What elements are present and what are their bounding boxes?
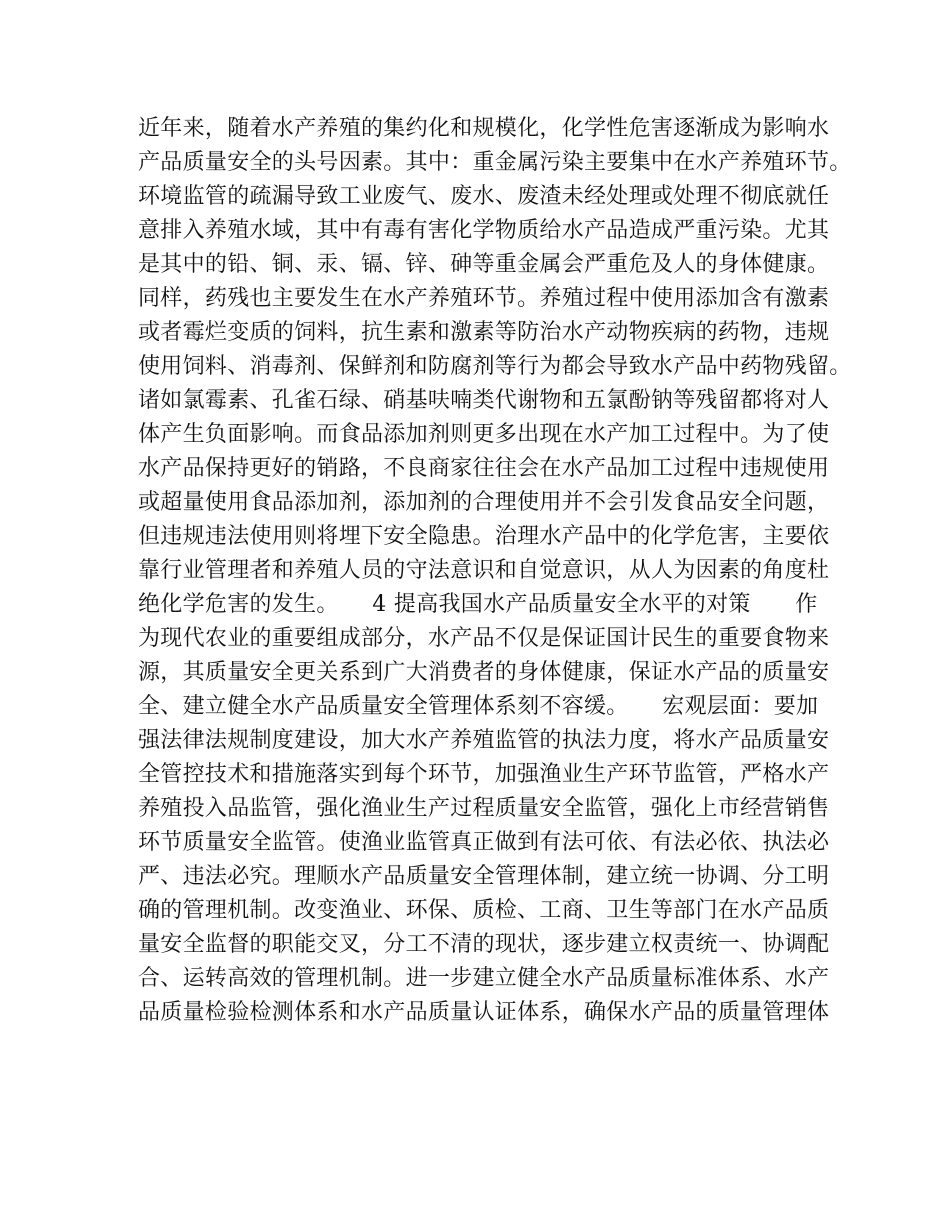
text-line: 环境监管的疏漏导致工业废气、废水、废渣未经处理或处理不彻底就任 xyxy=(138,184,830,209)
text-line: 全管控技术和措施落实到每个环节，加强渔业生产环节监管，严格水产 xyxy=(138,762,830,787)
text-line: 合、运转高效的管理机制。进一步建立健全水产品质量标准体系、水产 xyxy=(138,966,830,991)
text-line: 全、建立健全水产品质量安全管理体系刻不容缓。 宏观层面：要加 xyxy=(138,694,819,719)
text-line: 养殖投入品监管，强化渔业生产过程质量安全监管，强化上市经营销售 xyxy=(138,796,830,821)
text-line: 产品质量安全的头号因素。其中：重金属污染主要集中在水产养殖环节。 xyxy=(138,150,852,175)
text-line: 确的管理机制。改变渔业、环保、质检、工商、卫生等部门在水产品质 xyxy=(138,898,830,923)
text-line: 体产生负面影响。而食品添加剂则更多出现在水产加工过程中。为了使 xyxy=(138,422,830,447)
text-line: 或超量使用食品添加剂，添加剂的合理使用并不会引发食品安全问题， xyxy=(138,490,830,515)
text-line: 诸如氯霉素、孔雀石绿、硝基呋喃类代谢物和五氯酚钠等残留都将对人 xyxy=(138,388,830,413)
text-line: 近年来，随着水产养殖的集约化和规模化，化学性危害逐渐成为影响水 xyxy=(138,116,830,141)
text-line: 或者霉烂变质的饲料，抗生素和激素等防治水产动物疾病的药物，违规 xyxy=(138,320,830,345)
text-line: 品质量检验检测体系和水产品质量认证体系，确保水产品的质量管理体 xyxy=(138,1000,830,1025)
text-line: 同样，药残也主要发生在水产养殖环节。养殖过程中使用添加含有激素 xyxy=(138,286,830,311)
text-line: 为现代农业的重要组成部分，水产品不仅是保证国计民生的重要食物来 xyxy=(138,626,830,651)
text-line: 绝化学危害的发生。 4 提高我国水产品质量安全水平的对策 作 xyxy=(138,592,818,617)
text-line: 环节质量安全监管。使渔业监管真正做到有法可依、有法必依、执法必 xyxy=(138,830,830,855)
text-line: 水产品保持更好的销路，不良商家往往会在水产品加工过程中违规使用 xyxy=(138,456,830,481)
text-line: 靠行业管理者和养殖人员的守法意识和自觉意识，从人为因素的角度杜 xyxy=(138,558,830,583)
text-line: 但违规违法使用则将埋下安全隐患。治理水产品中的化学危害，主要依 xyxy=(138,524,830,549)
body-text xyxy=(138,112,852,1030)
text-line: 使用饲料、消毒剂、保鲜剂和防腐剂等行为都会导致水产品中药物残留。 xyxy=(138,354,852,379)
text-line: 严、违法必究。理顺水产品质量安全管理体制，建立统一协调、分工明 xyxy=(138,864,830,889)
text-line: 源，其质量安全更关系到广大消费者的身体健康，保证水产品的质量安 xyxy=(138,660,830,685)
text-line: 是其中的铅、铜、汞、镉、锌、砷等重金属会严重危及人的身体健康。 xyxy=(138,252,830,277)
text-line: 量安全监督的职能交叉，分工不清的现状，逐步建立权责统一、协调配 xyxy=(138,932,830,957)
text-line: 强法律法规制度建设，加大水产养殖监管的执法力度，将水产品质量安 xyxy=(138,728,830,753)
text-line: 意排入养殖水域，其中有毒有害化学物质给水产品造成严重污染。尤其 xyxy=(138,218,830,243)
